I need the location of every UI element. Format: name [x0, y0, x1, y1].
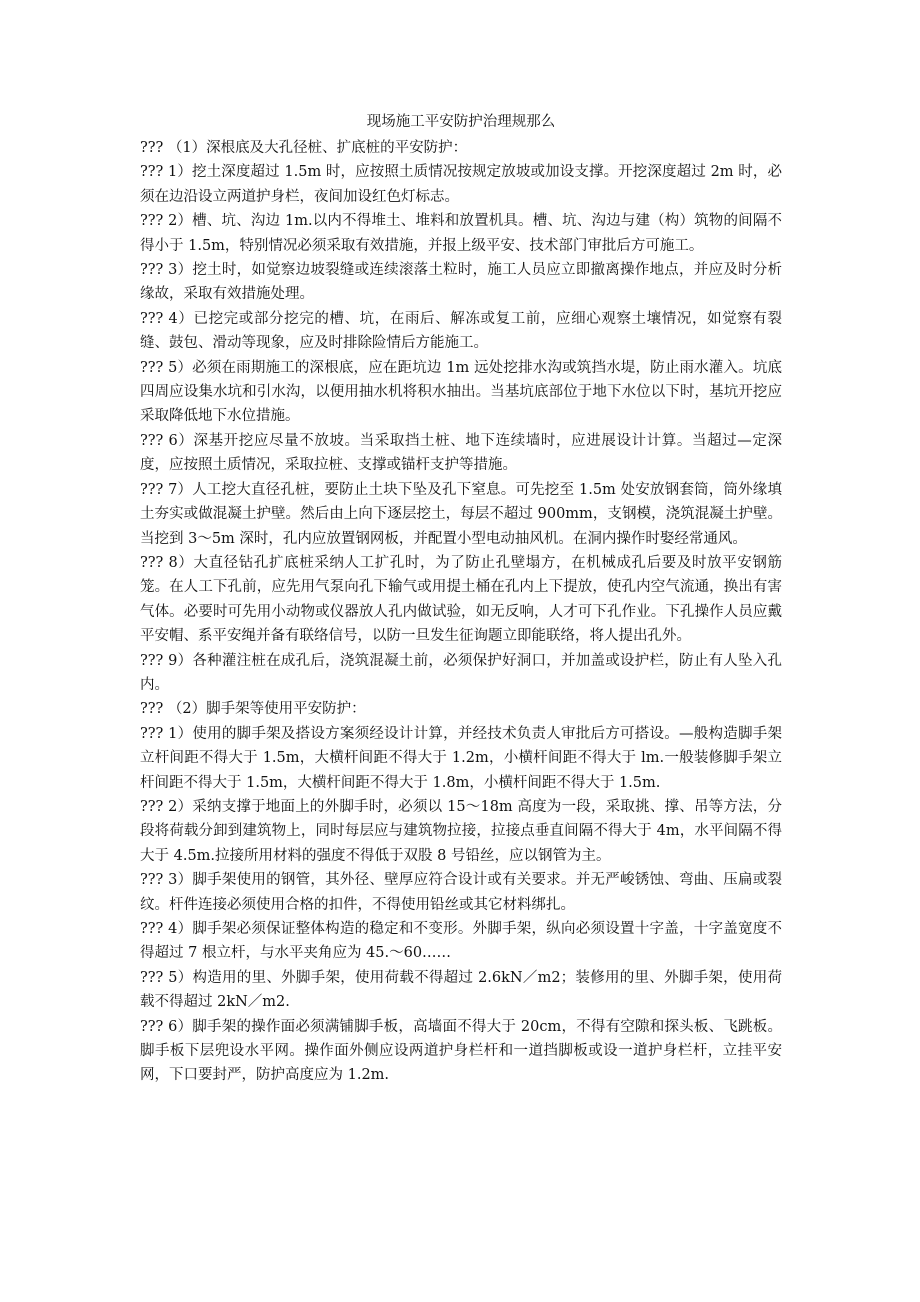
paragraph: ??? 4）脚手架必须保证整体构造的稳定和不变形。外脚手架，纵向必须设置十字盖，十字盖宽度不得超过 7 根立杆，与水平夹角应为 45.～60……	[140, 921, 782, 962]
paragraph: ??? 2）采纳支撑于地面上的外脚手时，必须以 15～18m 高度为一段，采取挑、撑、吊等方法，分段将荷载分卸到建筑物上，同时每层应与建筑物拉接，拉接点垂直间隔不得大于 4m，水平间隔不得大于 4.5m.拉接所用材料的强度不得低于双股 8 号铅丝，应以钢管为主。	[140, 798, 782, 864]
paragraph: ??? 7）人工挖大直径孔桩，要防止土块下坠及孔下窒息。可先挖至 1.5m 处安放钢套筒，筒外缘填土夯实或做混凝土护壁。然后由上向下逐层挖土，每层不超过 900mm，支钢模，浇筑混凝土护壁。当挖到 3～5m 深时，孔内应放置钢网板，并配置小型电动抽风机。在洞内操作时娶经常通风。	[140, 481, 782, 547]
paragraph: ??? 3）脚手架使用的钢管，其外径、壁厚应符合设计或有关要求。并无严峻锈蚀、弯曲、压扁或裂纹。杆件连接必须使用合格的扣件，不得使用铅丝或其它材料绑扎。	[140, 872, 782, 913]
document-title: 现场施工平安防护治理规那么	[366, 114, 556, 130]
paragraph: ??? 1）挖土深度超过 1.5m 时，应按照土质情况按规定放坡或加设支撑。开挖深度超过 2m 时，必须在边沿设立两道护身栏，夜间加设红色灯标志。	[140, 164, 782, 205]
paragraph: ??? 6）深基开挖应尽量不放坡。当采取挡土桩、地下连续墙时，应进展设计计算。当超过—定深度，应按照土质情况，采取拉桩、支撑或锚杆支护等措施。	[140, 432, 782, 474]
paragraph: ??? 5）必须在雨期施工的深根底，应在距坑边 1m 远处挖排水沟或筑挡水堤，防止雨水灌入。坑底四周应设集水坑和引水沟，以便用抽水机将积水抽出。当基坑底部位于地下水位以下时，基坑开挖应采取降低地下水位措施。	[140, 359, 782, 425]
paragraph: ??? 2）槽、坑、沟边 1m.以内不得堆土、堆料和放置机具。槽、坑、沟边与建（构）筑物的间隔不得小于 1.5m，特别情况必须采取有效措施，并报上级平安、技术部门审批后方可施工。	[140, 213, 782, 254]
paragraph: ??? 4）已挖完或部分挖完的槽、坑，在雨后、解冻或复工前，应细心观察土壤情况，如觉察有裂缝、鼓包、滑动等现象，应及时排除险情后方能施工。	[140, 310, 782, 352]
paragraph: ??? 5）构造用的里、外脚手架，使用荷载不得超过 2.6kN／m2；装修用的里、外脚手架，使用荷载不得超过 2kN／m2.	[140, 969, 782, 1011]
paragraph: ??? 8）大直径钻孔扩底桩采纳人工扩孔时，为了防止孔壁塌方，在机械成孔后要及时放平安钢筋笼。在人工下孔前，应先用气泵向孔下输气或用提土桶在孔内上下提放，使孔内空气流通，换出有害气体。必要时可先用小动物或仪器放人孔内做试验，如无反响，人才可下孔作业。下孔操作人员应戴平安帽、系平安绳并备有联络信号，以防一旦发生征询题立即能联络，将人提出孔外。	[140, 554, 782, 645]
paragraph: ??? （1）深根底及大孔径桩、扩底桩的平安防护：	[140, 140, 468, 156]
paragraph: ??? （2）脚手架等使用平安防护：	[140, 701, 366, 718]
paragraph: ??? 6）脚手架的操作面必须满铺脚手板，高墙面不得大于 20cm，不得有空隙和探头板、飞跳板。脚手板下层兜设水平网。操作面外侧应设两道护身栏杆和一道挡脚板或设一道护身栏杆，立挂平安网，下口要封严，防护高度应为 1.2m.	[140, 1018, 782, 1084]
document-body	[140, 136, 782, 1088]
paragraph: ??? 1）使用的脚手架及搭设方案须经设计计算，并经技术负责人审批后方可搭设。—般构造脚手架立杆间距不得大于 1.5m，大横杆间距不得大于 1.2m，小横杆间距不得大于 lm.一般装修脚手架立杆间距不得大于 1.5m，大横杆间距不得大于 1.8m，小横杆间距不得大于 1.5m.	[140, 725, 782, 791]
paragraph: ??? 9）各种灌注桩在成孔后，浇筑混凝土前，必须保护好洞口，并加盖或设护栏，防止有人坠入孔内。	[140, 652, 782, 693]
paragraph: ??? 3）挖土时，如觉察边坡裂缝或连续滚落土粒时，施工人员应立即撤离操作地点，并应及时分析缘故，采取有效措施处理。	[140, 262, 782, 303]
document-page	[140, 112, 782, 1088]
